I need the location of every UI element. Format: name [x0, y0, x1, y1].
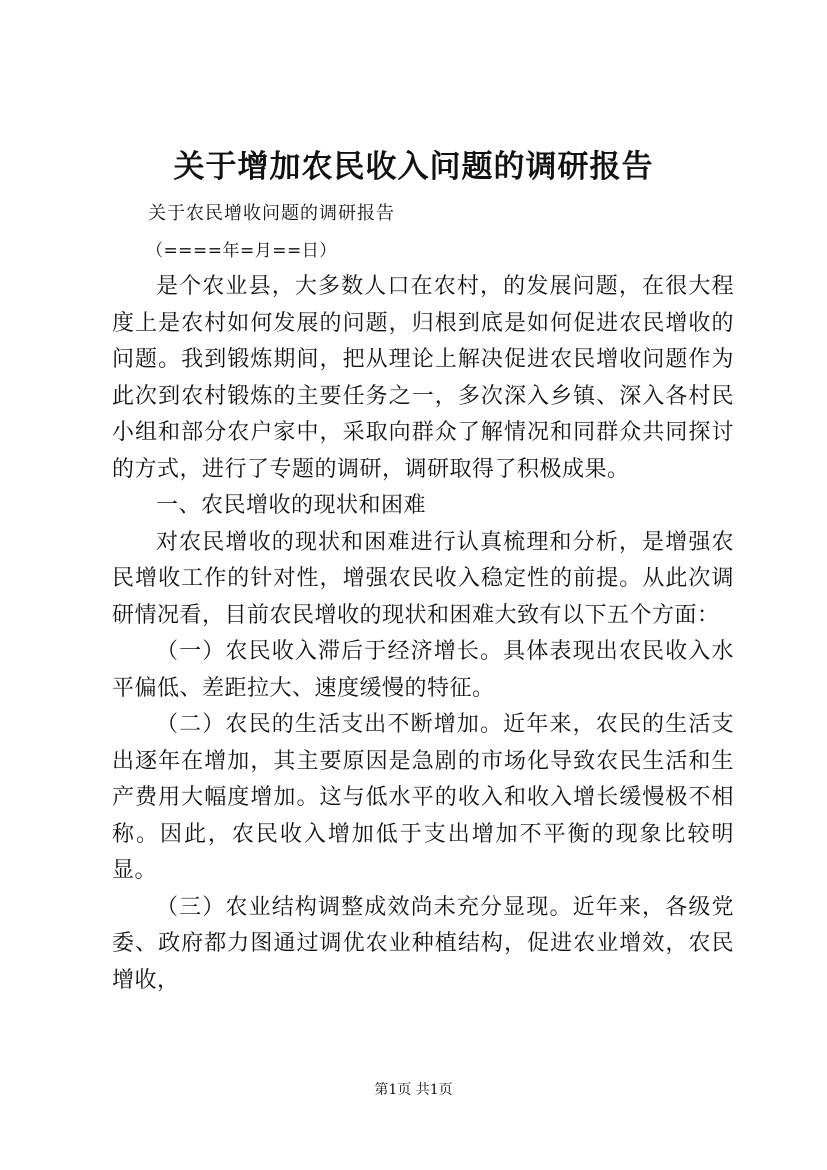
document-body: [112, 196, 734, 999]
document-subtitle: 关于农民增收问题的调研报告: [148, 203, 395, 224]
paragraph-overview: 对农民增收的现状和困难进行认真梳理和分析，是增强农民增收工作的针对性，增强农民收入稳定性的前提。从此次调研情况看，目前农民增收的现状和困难大致有以下五个方面：: [112, 529, 734, 628]
section-heading: 一、农民增收的现状和困难: [156, 493, 427, 518]
document-date: （====年=月==日）: [146, 240, 337, 261]
document-title: 关于增加农民收入问题的调研报告: [173, 149, 654, 185]
paragraph-point-2: （二）农民的生活支出不断增加。近年来，农民的生活支出逐年在增加，其主要原因是急剧的市场化导致农民生活和生产费用大幅度增加。这与低水平的收入和收入增长缓慢极不相称。因此，农民收入增加低于支出增加不平衡的现象比较明显。: [112, 712, 734, 883]
paragraph-point-3: （三）农业结构调整成效尚未充分显现。近年来，各级党委、政府都力图通过调优农业种植结构，促进农业增效，农民增收，: [112, 894, 734, 993]
page-footer: 第1页 共1页: [374, 1082, 453, 1098]
paragraph-point-1: （一）农民收入滞后于经济增长。具体表现出农民收入水平偏低、差距拉大、速度缓慢的特征。: [112, 639, 734, 701]
paragraph-intro: 是个农业县，大多数人口在农村，的发展问题，在很大程度上是农村如何发展的问题，归根到底是如何促进农民增收的问题。我到锻炼期间，把从理论上解决促进农民增收问题作为此次到农村锻炼的主要任务之一，多次深入乡镇、深入各村民小组和部分农户家中，采取向群众了解情况和同群众共同探讨的方式，进行了专题的调研，调研取得了积极成果。: [112, 274, 734, 482]
